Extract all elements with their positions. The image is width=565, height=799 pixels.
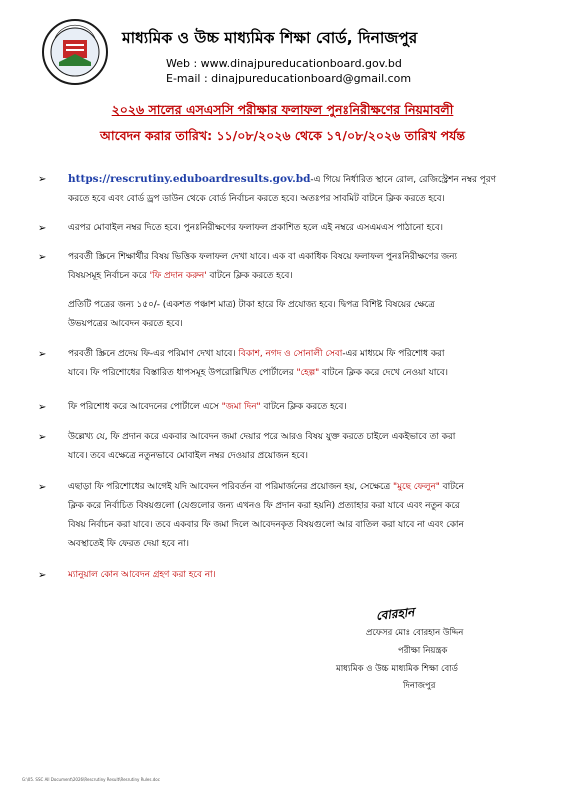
signatory-name: প্রফেসর মোঃ বোরহান উদ্দিন xyxy=(366,628,464,638)
submit-button-label: "জমা দিন" xyxy=(221,402,261,412)
help-button-label: "হেল্প" xyxy=(296,368,320,378)
bullet-arrow-icon: ➢ xyxy=(38,402,47,413)
rule-item-9: ➢ ম্যানুয়াল কোন আবেদন গ্রহণ করা হবে না। xyxy=(68,566,516,585)
rule-item-3: ➢ পরবর্তী স্ক্রিনে শিক্ষার্থীর বিষয় ভিত্তিক ফলাফল দেখা যাবে। এক বা একাধিক বিষয়ে ফলাফল পুনঃনিরীক্ষণের জন্য বিষয়সমূহ নির্বাচন করে 'ফি প্রদান করুন' বাটনে ক্লিক করতে হবে। xyxy=(68,248,516,286)
signatory-board: মাধ্যমিক ও উচ্চ মাধ্যমিক শিক্ষা বোর্ড xyxy=(336,664,458,674)
rule-item-1: ➢ https://rescrutiny.eduboardresults.gov.bd-এ গিয়ে নির্ধারিত স্থানে রোল, রেজিস্ট্রেশন নম্বর পূরণ করতে হবে এবং বোর্ড ড্রপ ডাউন থেকে বোর্ড নির্বাচন করতে হবে। অতঃপর সাবমিট বাটনে ক্লিক করতে হবে। xyxy=(68,170,516,209)
rescrutiny-link[interactable]: https://rescrutiny.eduboardresults.gov.bd xyxy=(68,173,311,185)
delete-button-label: "মুছে ফেলুন" xyxy=(392,482,440,492)
pay-fee-button-label: 'ফি প্রদান করুন' xyxy=(149,271,207,281)
board-email[interactable]: E-mail : dinajpureducationboard@gmail.com xyxy=(166,72,412,85)
bullet-arrow-icon: ➢ xyxy=(38,570,47,581)
payment-methods: বিকাশ, নগদ ও সোনালী সেবা xyxy=(238,349,343,359)
application-date: আবেদন করার তারিখ: ১১/০৮/২০২৬ থেকে ১৭/০৮/২০২৬ তারিখ পর্যন্ত xyxy=(100,128,465,143)
rule-item-6: ➢ ফি পরিশোধ করে আবেদনের পোর্টালে এসে "জমা দিন" বাটনে ক্লিক করতে হবে। xyxy=(68,398,516,417)
signature-scribble: বোরহান xyxy=(375,605,415,623)
bullet-arrow-icon: ➢ xyxy=(38,349,47,360)
signatory-designation: পরীক্ষা নিয়ন্ত্রক xyxy=(398,646,448,656)
board-website[interactable]: Web : www.dinajpureducationboard.gov.bd xyxy=(166,57,402,70)
board-title: মাধ্যমিক ও উচ্চ মাধ্যমিক শিক্ষা বোর্ড, দিনাজপুর xyxy=(122,29,418,47)
bullet-arrow-icon: ➢ xyxy=(38,174,47,185)
rule-item-5: ➢ পরবর্তী স্ক্রিনে প্রদেয় ফি-এর পরিমাণ দেখা যাবে। বিকাশ, নগদ ও সোনালী সেবা-এর মাধ্যমে ফি পরিশোধ করা যাবে। ফি পরিশোধের বিস্তারিত ধাপসমূহ উপরোল্লিখিত পোর্টালের "হেল্প" বাটনে ক্লিক করে দেখে নেওয়া যাবে। xyxy=(68,345,516,383)
bullet-arrow-icon: ➢ xyxy=(38,432,47,443)
rule-item-2: ➢ এরপর মোবাইল নম্বর দিতে হবে। পুনঃনিরীক্ষণের ফলাফল প্রকাশিত হলে এই নম্বরে এসএমএস পাঠানো হবে। xyxy=(68,219,516,238)
rule-item-8: ➢ এছাড়া ফি পরিশোধের আগেই যদি আবেদন পরিবর্তন বা পরিমার্জনের প্রয়োজন হয়, সেক্ষেত্রে "মুছে ফেলুন" বাটনে ক্লিক করে নির্বাচিত বিষয়গুলো (যেগুলোর জন্য এখনও ফি প্রদান করা হয়নি) প্রত্যাহার করা যাবে এবং নতুন করে বিষয় নির্বাচন করা যাবে। তবে একবার ফি জমা দিলে আবেদনকৃত বিষয়গুলো আর বাতিল করা যাবে না এবং কোন অবস্থাতেই ফি ফেরত দেয়া হবে না। xyxy=(68,478,516,554)
bullet-arrow-icon: ➢ xyxy=(38,252,47,263)
file-path-footer: G:\05. SSC All Document\2026\Rescrutiny Result\Resrutiny Rules.doc xyxy=(22,777,160,782)
rule-item-4: প্রতিটি পত্রের জন্য ১৫০/- (একশত পঞ্চাশ মাত্র) টাকা হারে ফি প্রযোজ্য হবে। দ্বিপত্র বিশিষ্ট বিষয়ের ক্ষেত্রে উভয়পত্রের আবেদন করতে হবে। xyxy=(68,300,435,329)
page-title: ২০২৬ সালের এসএসসি পরীক্ষার ফলাফল পুনঃনিরীক্ষণের নিয়মাবলী xyxy=(111,102,454,117)
bullet-arrow-icon: ➢ xyxy=(38,482,47,493)
board-seal-icon xyxy=(41,18,109,86)
rule-item-7: ➢ উল্লেখ্য যে, ফি প্রদান করে একবার আবেদন জমা দেয়ার পরে আরও বিষয় যুক্ত করতে চাইলে একইভাবে তা করা যাবে। তবে এক্ষেত্রে নতুনভাবে মোবাইল নম্বর দেওয়ার প্রয়োজন হবে। xyxy=(68,428,516,466)
bullet-arrow-icon: ➢ xyxy=(38,223,47,234)
signatory-city: দিনাজপুর xyxy=(403,681,436,691)
